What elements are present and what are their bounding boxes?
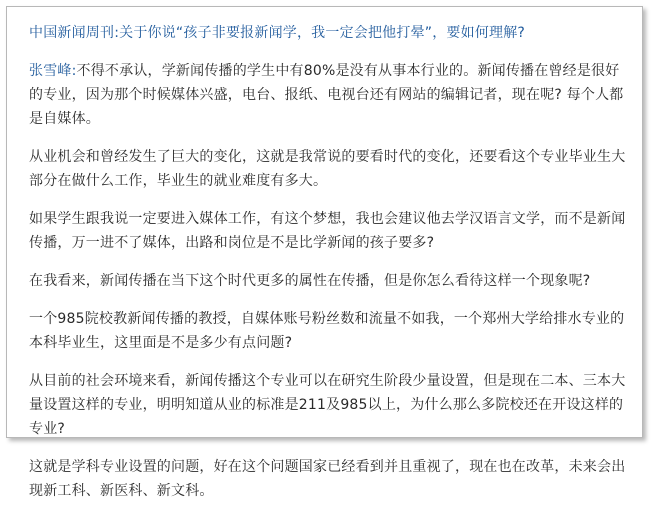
- article-frame: [6, 6, 643, 499]
- paragraph-7: 这就是学科专业设置的问题，好在这个问题国家已经看到并且重视了，现在也在改革，未来会出现新工科、新医科、新文科。: [29, 459, 626, 499]
- question-paragraph: [29, 21, 629, 45]
- question-text: 关于你说“孩子非要报新闻学，我一定会把他打晕”，要如何理解?: [119, 25, 526, 41]
- paragraph-5: 一个985院校教新闻传播的教授，自媒体账号粉丝数和流量不如我，一个郑州大学给排水专业的本科毕业生，这里面是不是多少有点问题?: [29, 311, 625, 351]
- answer-text-1: 不得不承认，学新闻传播的学生中有80%是没有从事本行业的。新闻传播在曾经是很好的专业，因为那个时候媒体兴盛，电台、报纸、电视台还有网站的编辑记者，现在呢? 每个人都是自媒体。: [29, 63, 624, 127]
- paragraph-3: 如果学生跟我说一定要进入媒体工作，有这个梦想，我也会建议他去学汉语言文学，而不是新闻传播，万一进不了媒体，出路和岗位是不是比学新闻的孩子要多?: [29, 211, 626, 251]
- answer-paragraph-1: [29, 59, 629, 131]
- speaker-name: 张雪峰:: [29, 63, 77, 79]
- paragraph-2: 从业机会和曾经发生了巨大的变化，这就是我常说的要看时代的变化，还要看这个专业毕业生大部分在做什么工作，毕业生的就业难度有多大。: [29, 149, 626, 189]
- paragraph-6: 从目前的社会环境来看，新闻传播这个专业可以在研究生阶段少量设置，但是现在二本、三本大量设置这样的专业，明明知道从业的标准是211及985以上，为什么那么多院校还在开设这样的专业?: [29, 373, 626, 437]
- question-source: 中国新闻周刊:: [29, 25, 120, 41]
- paragraph-4: 在我看来，新闻传播在当下这个时代更多的属性在传播，但是你怎么看待这样一个现象呢?: [29, 273, 591, 289]
- article-body: [29, 21, 629, 517]
